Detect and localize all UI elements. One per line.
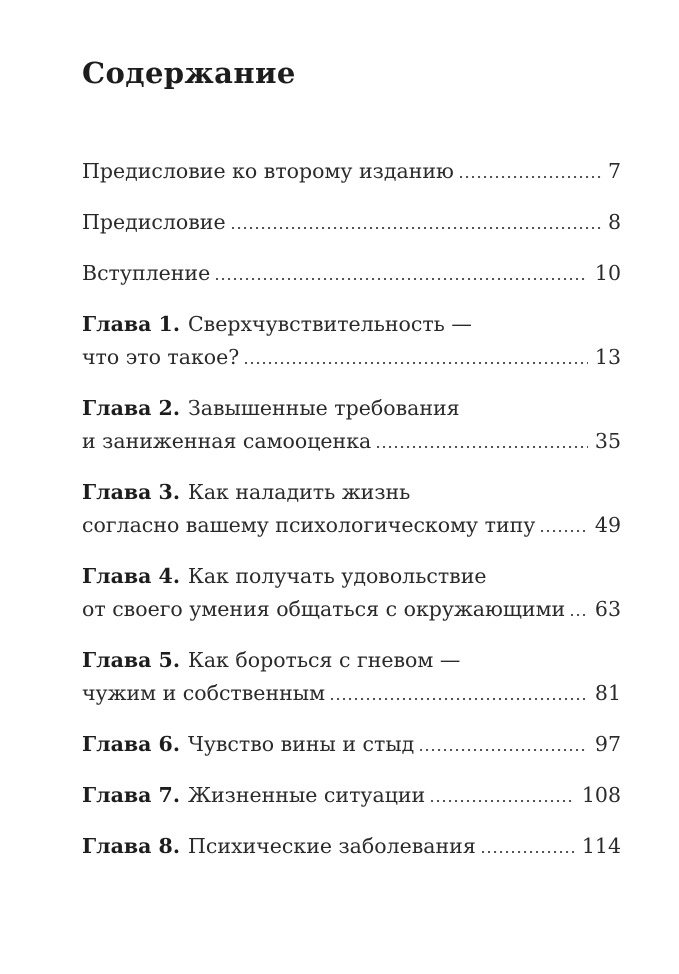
page-number: 81: [594, 681, 621, 705]
entry-title-line2: что это такое?: [82, 345, 240, 369]
toc-entry-row: [82, 830, 621, 863]
page-title: Содержание: [82, 56, 296, 90]
entry-title: Жизненные ситуации: [187, 783, 426, 807]
entry-title: Как получать удовольствие: [187, 564, 487, 588]
toc-entry: [82, 308, 621, 374]
page-number: 63: [594, 597, 621, 621]
entry-title-line2: и заниженная самооценка: [82, 429, 372, 453]
toc-entry: [82, 206, 621, 239]
toc-entry-line1: [82, 392, 621, 425]
chapter-label: Глава 4.: [82, 564, 180, 588]
toc-entry: [82, 560, 621, 626]
dot-leader: [331, 698, 588, 700]
dot-leader: [377, 446, 588, 448]
dot-leader: [571, 614, 588, 616]
dot-leader: [431, 800, 575, 802]
page-number: 97: [594, 732, 621, 756]
entry-title-line2: чужим и собственным: [82, 681, 326, 705]
entry-title-line2: от своего умения общаться с окружающими: [82, 597, 566, 621]
toc-entry: [82, 257, 621, 290]
entry-title-line2: согласно вашему психологическому типу: [82, 513, 536, 537]
page-number: 8: [607, 210, 621, 234]
dot-leader: [232, 227, 601, 229]
toc-entry: [82, 155, 621, 188]
dot-leader: [482, 851, 575, 853]
table-of-contents: [82, 155, 621, 863]
toc-entry-row: [82, 509, 621, 542]
page-number: 10: [594, 261, 621, 285]
page-number: 7: [607, 159, 621, 183]
chapter-label: Глава 3.: [82, 480, 180, 504]
page-number: 108: [581, 783, 621, 807]
dot-leader: [245, 362, 588, 364]
toc-entry-row: [82, 155, 621, 188]
page-number: 35: [594, 429, 621, 453]
dot-leader: [460, 176, 601, 178]
chapter-label: Глава 8.: [82, 834, 180, 858]
entry-title: Предисловие: [82, 210, 226, 234]
toc-entry-row: [82, 728, 621, 761]
toc-entry: [82, 830, 621, 863]
toc-entry: [82, 392, 621, 458]
entry-title: Завышенные требования: [187, 396, 460, 420]
entry-title: Психические заболевания: [187, 834, 476, 858]
dot-leader: [541, 530, 588, 532]
toc-entry: [82, 644, 621, 710]
toc-entry-line1: [82, 308, 621, 341]
page-number: 13: [594, 345, 621, 369]
entry-title: Сверхчувствительность —: [187, 312, 472, 336]
entry-title: Вступление: [82, 261, 211, 285]
toc-entry-line1: [82, 644, 621, 677]
entry-title: Предисловие ко второму изданию: [82, 159, 454, 183]
chapter-label: Глава 2.: [82, 396, 180, 420]
toc-entry: [82, 476, 621, 542]
chapter-label: Глава 6.: [82, 732, 180, 756]
toc-entry-row: [82, 206, 621, 239]
entry-title: Как бороться с гневом —: [187, 648, 461, 672]
toc-entry-line1: [82, 560, 621, 593]
toc-entry-row: [82, 425, 621, 458]
toc-entry-line1: [82, 476, 621, 509]
toc-entry-row: [82, 593, 621, 626]
toc-entry: [82, 728, 621, 761]
toc-entry-row: [82, 257, 621, 290]
chapter-label: Глава 5.: [82, 648, 180, 672]
dot-leader: [216, 278, 588, 280]
toc-entry: [82, 779, 621, 812]
toc-entry-row: [82, 779, 621, 812]
chapter-label: Глава 1.: [82, 312, 180, 336]
toc-entry-row: [82, 677, 621, 710]
entry-title: Как наладить жизнь: [187, 480, 411, 504]
dot-leader: [420, 749, 588, 751]
chapter-label: Глава 7.: [82, 783, 180, 807]
page-number: 114: [581, 834, 621, 858]
toc-entry-row: [82, 341, 621, 374]
entry-title: Чувство вины и стыд: [187, 732, 415, 756]
page-number: 49: [594, 513, 621, 537]
